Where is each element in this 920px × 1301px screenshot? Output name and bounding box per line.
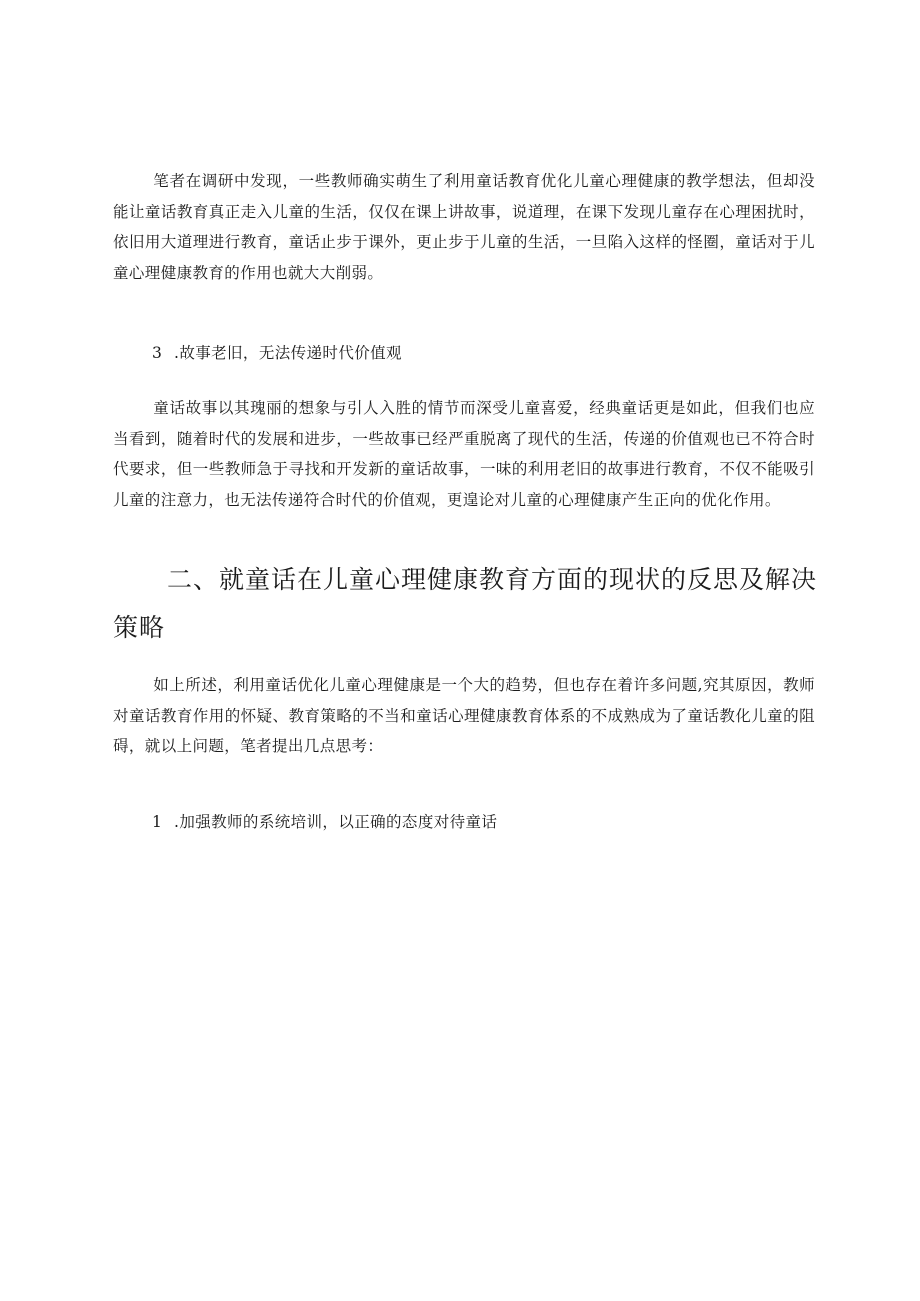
subheading-text: .加强教师的系统培训，以正确的态度对待童话 [174,813,498,831]
body-paragraph: 童话故事以其瑰丽的想象与引人入胜的情节而深受儿童喜爱，经典童话更是如此，但我们也应当看到，随着时代的发展和进步，一些故事已经严重脱离了现代的生活，传递的价值观也已不符合时代要求，但一些教师急于寻找和开发新的童话故事，一味的利用老旧的故事进行教育，不仅不能吸引儿童的注意力，也无法传递符合时代的价值观，更遑论对儿童的心理健康产生正向的优化作用。 [113,399,815,509]
body-paragraph: 如上所述，利用童话优化儿童心理健康是一个大的趋势，但也存在着许多问题,究其原因，教师对童话教育作用的怀疑、教育策略的不当和童话心理健康教育体系的不成熟成为了童话教化儿童的阻碍，就以上问题，笔者提出几点思考： [113,676,815,755]
subheading-number: 3 [152,344,163,362]
subheading-text: .故事老旧，无法传递时代价值观 [174,344,402,362]
body-paragraph: 笔者在调研中发现，一些教师确实萌生了利用童话教育优化儿童心理健康的教学想法，但却没能让童话教育真正走入儿童的生活，仅仅在课上讲故事，说道理，在课下发现儿童存在心理困扰时，依旧用大道理进行教育，童话止步于课外，更止步于儿童的生活，一旦陷入这样的怪圈，童话对于儿童心理健康教育的作用也就大大削弱。 [113,172,815,282]
numbered-subheading [152,810,497,834]
section-heading: 二、就童话在儿童心理健康教育方面的现状的反思及解决策略 [113,565,818,642]
subheading-number: 1 [152,813,163,831]
numbered-subheading [152,341,402,365]
